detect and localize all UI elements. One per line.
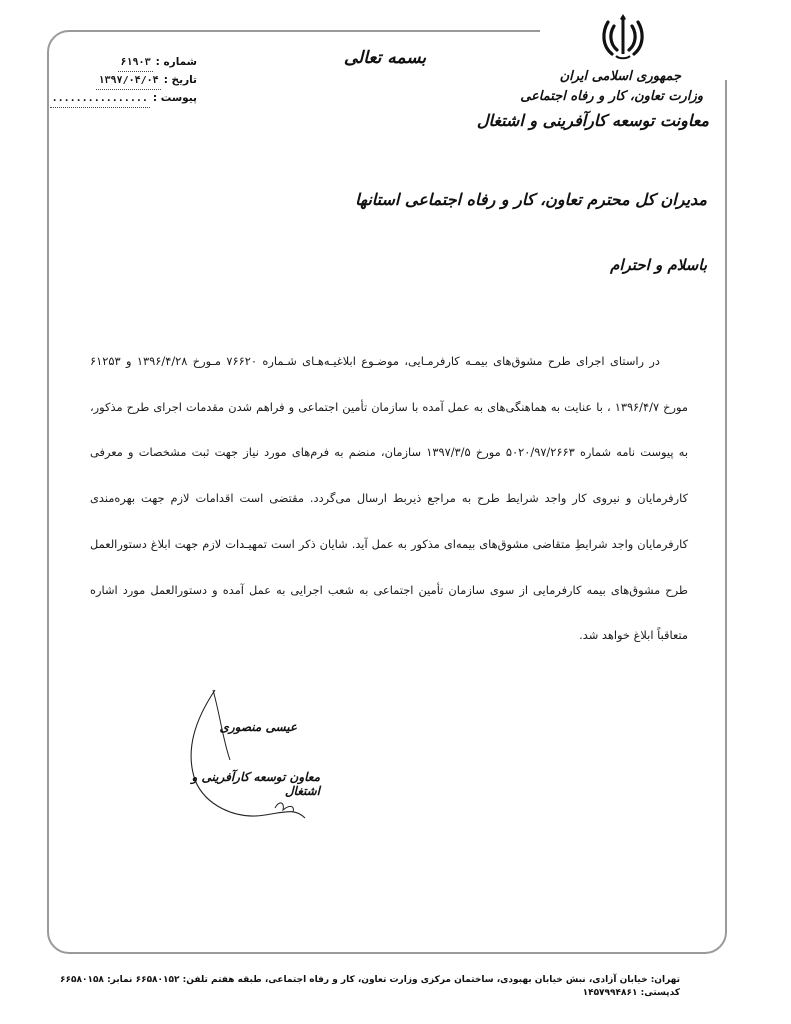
greeting: باسلام و احترام xyxy=(610,256,707,274)
basmala: بسمه تعالی xyxy=(343,48,427,68)
letterhead-ministry: وزارت تعاون، کار و رفاه اجتماعی xyxy=(520,89,703,104)
meta-attachment-row xyxy=(51,90,197,108)
meta-date-value: ۱۳۹۷/۰۴/۰۴ xyxy=(96,72,160,90)
footer-line-postal: کدپستی: ۱۴۵۷۹۹۴۸۶۱ xyxy=(582,988,680,998)
meta-number-row xyxy=(62,54,197,72)
meta-attachment-value: ................ xyxy=(50,90,150,108)
meta-attachment-label: پیوست : xyxy=(152,92,197,104)
letter-body: در راستای اجرای طرح مشوق‌های بیمـه کارفرمـایی، موضـوع ابلاغیـه‌هـای شـماره ۷۶۶۲۰ مـورخ ۱۳۹۶/۴/۲۸ و ۶۱۲۵۳ مورخ ۱۳۹۶/۴/۷ ، با عنایت به هماهنگی‌های به عمل آمده با سازمان تأمین اجتماعی و فراهم شدن مقدمات اجرای طرح مذکور، به پیوست نامه شماره ۵۰۲۰/۹۷/۲۶۶۳ مورخ ۱۳۹۷/۳/۵ سازمان، منضم به فرم‌های مورد نیاز جهت ثبت مشخصات و معرفی کارفرمایان و نیروی کار واجد شرایط طرح به مراجع ذیربط ارسال می‌گردد. مقتضی است اقدامات لازم جهت بهره‌مندی کارفرمایان واجد شرایطِ متقاضی مشوق‌های بیمه‌ای مذکور به عمل آید. شایان ذکر است تمهیـدات لازم جهت ابلاغ دستورالعمل طرح مشوق‌های بیمه کارفرمایی از سوی سازمان تأمین اجتماعی به شعب اجرایی به عمل آمده و دستورالعمل مورد اشاره متعاقباً ابلاغ خواهد شد. xyxy=(90,354,688,643)
meta-date-label: تاریخ : xyxy=(163,74,197,86)
signature-drawing xyxy=(175,680,325,830)
letterhead xyxy=(477,68,709,134)
iran-emblem-icon xyxy=(600,12,646,62)
meta-date-row xyxy=(62,72,197,90)
meta-number-label: شماره : xyxy=(155,56,197,68)
letter-meta xyxy=(51,54,197,108)
signatory-title: معاون توسعه کارآفرینی و اشتغال xyxy=(191,770,320,798)
meta-number-value: ۶۱۹۰۳ xyxy=(118,54,152,72)
footer-address xyxy=(59,974,680,1000)
footer-line-address: تهران: خیابان آزادی، نبش خیابان بهبودی، ساختمان مرکزی وزارت تعاون، کار و رفاه اجتماعی، طبقه هفتم تلفن: ۶۶۵۸۰۱۵۲ نمابر: ۶۶۵۸۰۱۵۸ xyxy=(59,975,680,985)
letterhead-department: معاونت توسعه کارآفرینی و اشتغال xyxy=(476,111,709,130)
signatory-name: عیسی منصوری xyxy=(219,720,297,734)
salutation: مدیران کل محترم تعاون، کار و رفاه اجتماعی استانها xyxy=(355,190,707,209)
letterhead-country: جمهوری اسلامی ایران xyxy=(559,69,681,84)
